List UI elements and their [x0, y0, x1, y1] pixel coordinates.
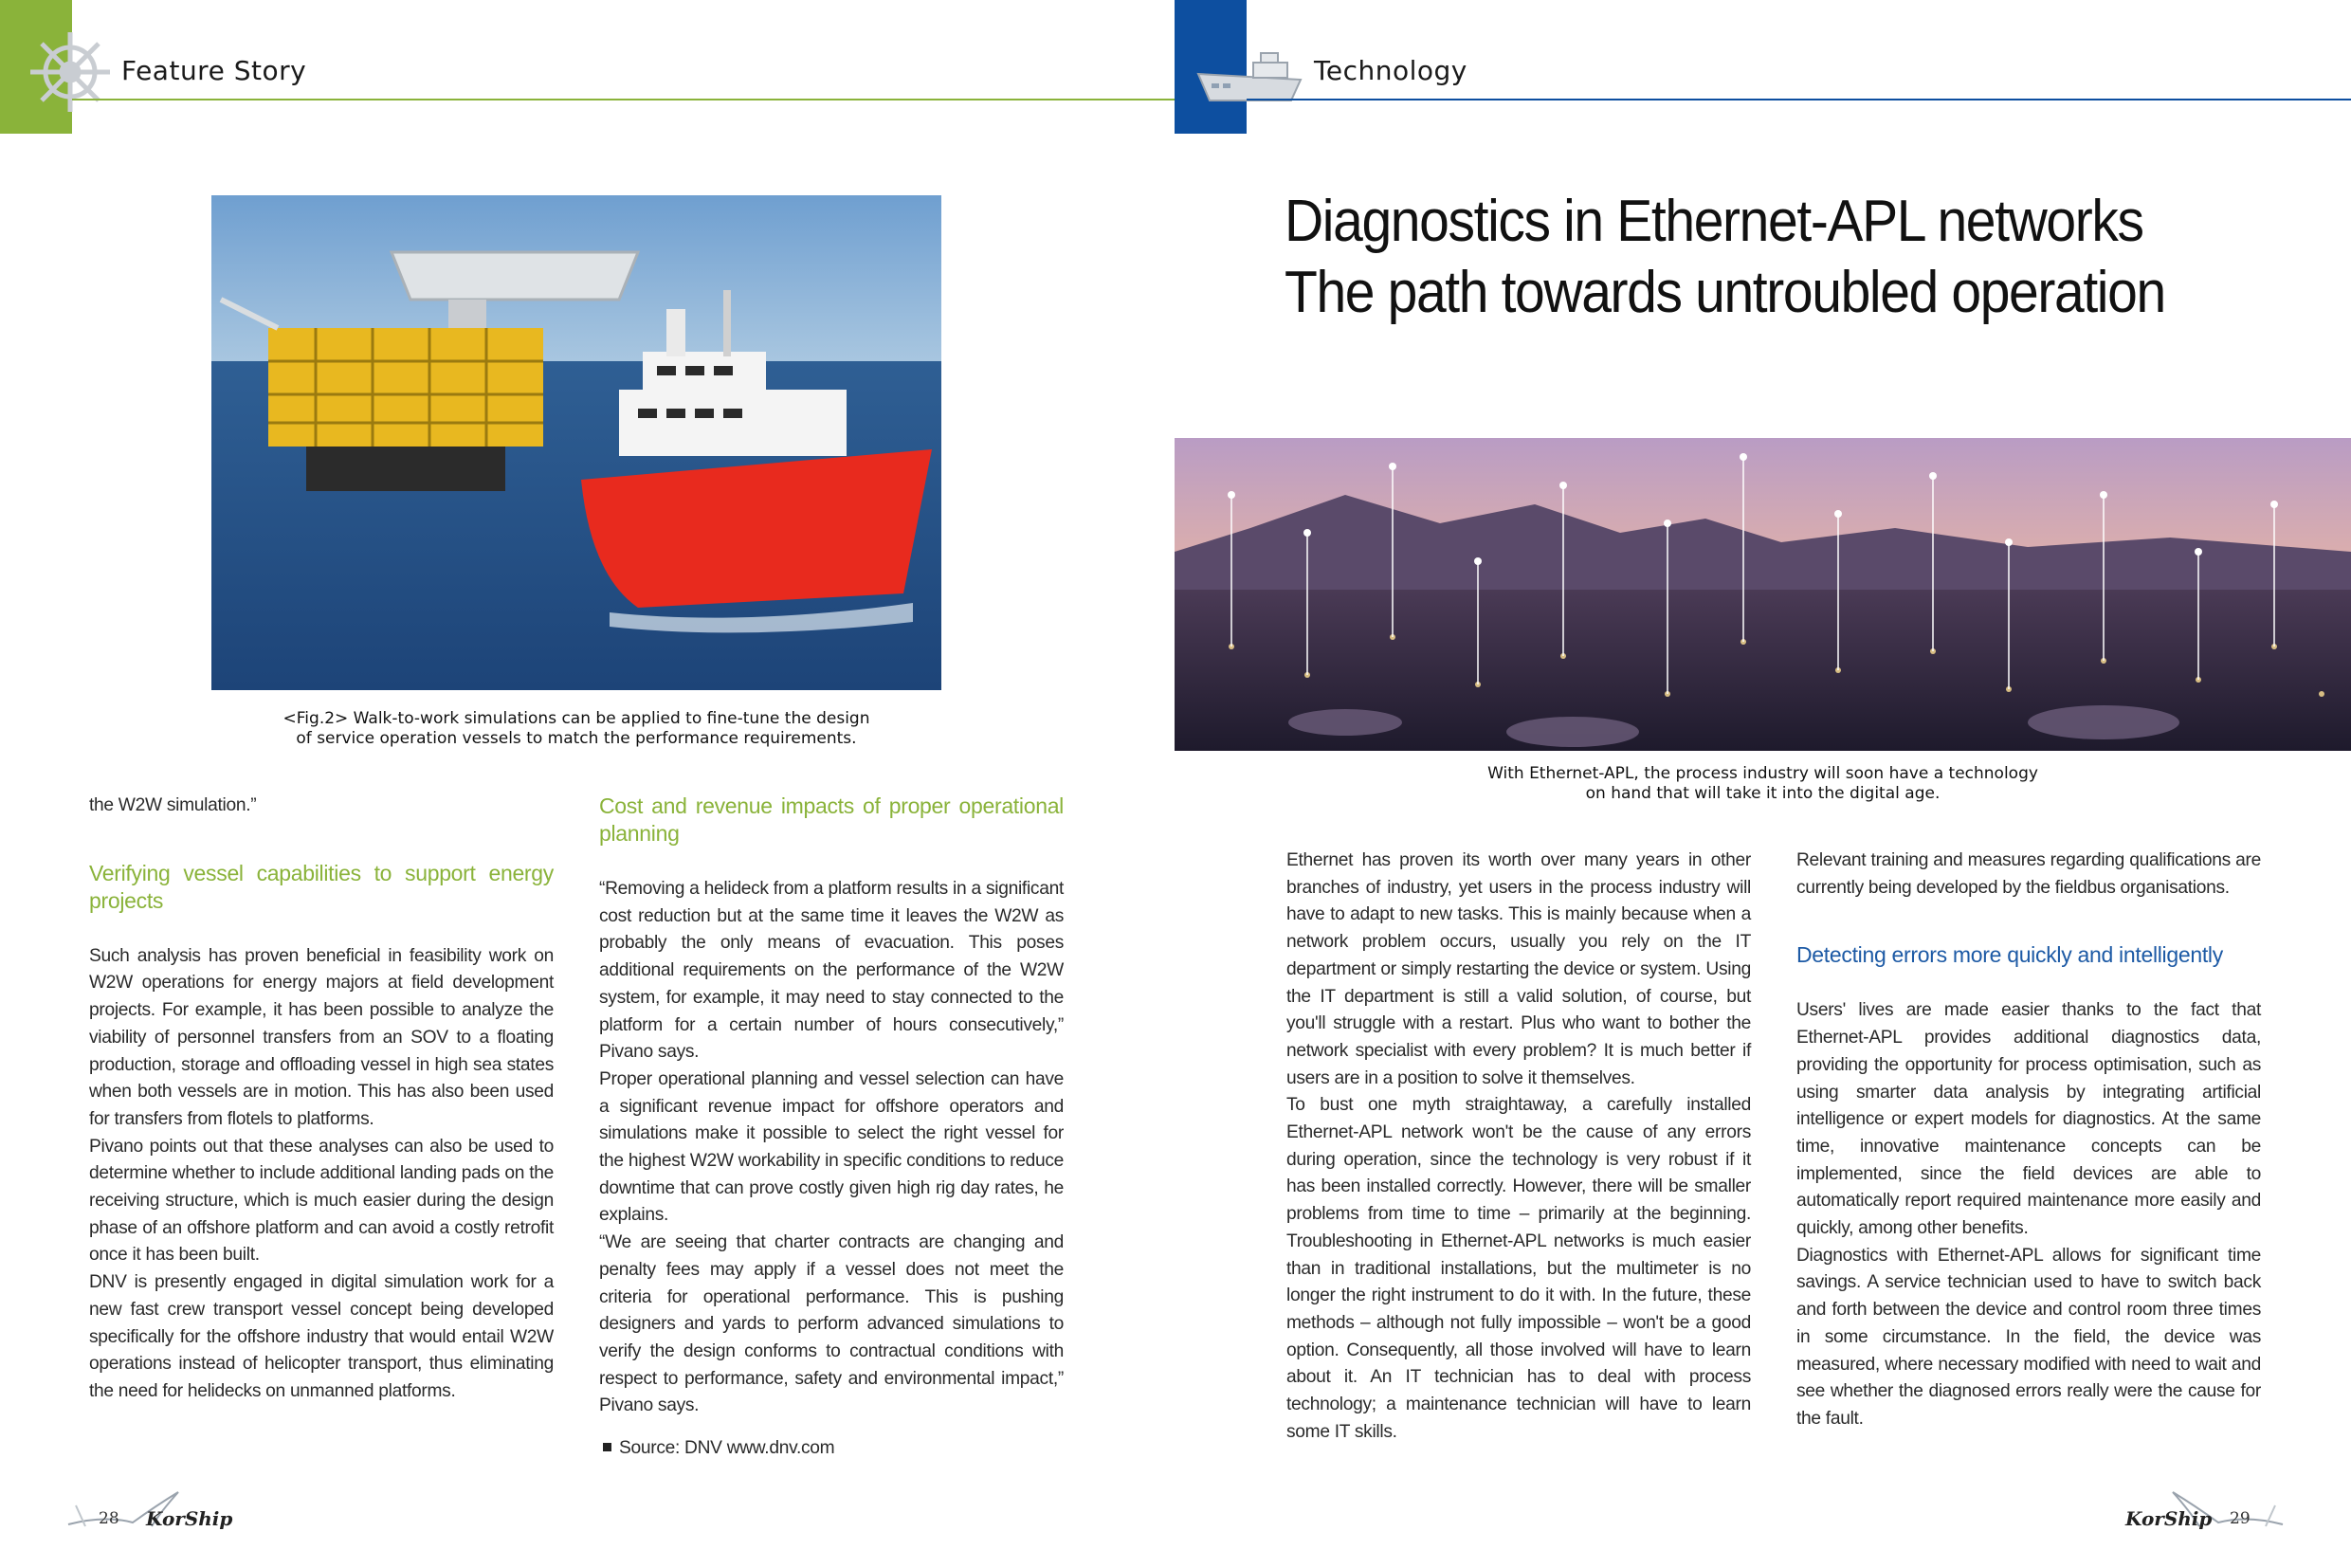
source-line [599, 1435, 1064, 1463]
paragraph: Diagnostics with Ethernet-APL allows for significant time savings. A service technician used to have to switch back and forth between the device and control room three times in some circumstance. In the field, the device was measured, where necessary modified with need to wait and see whether the diagnosed errors really were the cause for the fault. [1796, 1245, 2261, 1429]
caption-line: <Fig.2> Walk-to-work simulations can be applied to fine-tune the design [282, 709, 870, 728]
caption-line: on hand that will take it into the digital age. [1585, 784, 1941, 803]
title-line-1: Diagnostics in Ethernet-APL networks [1285, 189, 2143, 254]
caption-line: With Ethernet-APL, the process industry will soon have a technology [1487, 764, 2038, 783]
paragraph: To bust one myth straightaway, a carefully installed Ethernet-APL network won't be the cause of any errors during operation, since the technology is very robust if it has been installed correctly. However, there will be smaller problems from time to time – primarily at the beginning. Troubleshooting in Ethernet-APL networks is much easier than in traditional installations, but the multimeter is no longer the right instrument to do it with. In the future, these methods – although not fully impossible – won't be a good option. Consequently, all those involved will have to learn about it. An IT technician has to deal with process technology; a maintenance technician will have to learn some IT skills. [1286, 1095, 1751, 1442]
paragraph: “We are seeing that charter contracts are changing and penalty fees may apply if a vessel does not meet the criteria for operational performance. This is pushing designers and yards to perform advanced simulations to verify the design conforms to contractual conditions with respect to performance, safety and environmental impact,” Pivano says. [599, 1232, 1064, 1416]
caption-line: of service operation vessels to match the performance requirements. [296, 729, 857, 748]
section-title-technology: Technology [1314, 55, 1467, 86]
header-rule-left [72, 99, 1176, 100]
offshore-vessel-photo [211, 195, 941, 690]
paragraph: “Removing a helideck from a platform results in a significant cost reduction but at the same time it leaves the W2W as probably the only means of evacuation. This poses additional requirements on the performance of the W2W system, for example, it may need to stay connected to the platform for a certain number of hours consecutively,” Pivano says. [599, 879, 1064, 1063]
section-title-feature-story: Feature Story [121, 55, 307, 86]
left-column-1 [89, 793, 554, 1406]
right-column-1 [1286, 848, 1751, 1446]
page-number-right: 29 [2230, 1509, 2251, 1528]
ship-icon [1196, 46, 1310, 104]
header-rule-right [1247, 99, 2351, 100]
page-number-left: 28 [99, 1509, 119, 1528]
subheading: Cost and revenue impacts of proper operational planning [599, 793, 1064, 846]
source-text: Source: DNV www.dnv.com [619, 1438, 835, 1459]
paragraph: Proper operational planning and vessel selection can have a significant revenue impact for offshore operators and simulations make it possible to select the right vessel for the highest W2W workability in specific conditions to reduce downtime that can prove costly given high rig day rates, he explains. [599, 1068, 1064, 1226]
paragraph: Ethernet has proven its worth over many years in other branches of industry, yet users in the process industry will have to adapt to new tasks. This is mainly because when a network problem occurs, usually you rely on the IT department or simply restarting the device or system. Using the IT department is still a valid solution, of course, but you'll struggle with a restart. Plus who want to bother the network specialist with every problem? It is much better if users are in a position to solve it themselves. [1286, 850, 1751, 1088]
bullet-square-icon [603, 1443, 611, 1451]
article-title [1285, 186, 2244, 328]
left-column-2 [599, 793, 1064, 1463]
korship-logo-right: KorShip [2125, 1507, 2213, 1530]
paragraph: Such analysis has proven beneficial in feasibility work on W2W operations for energy majors at field development projects. For example, it has been possible to analyze the viability of personnel transfers from an SOV to a floating production, storage and offloading vessel in high sea states when both vessels are in motion. This has also been used for transfers from flotels to platforms. [89, 945, 554, 1129]
figure-caption-right [1175, 764, 2351, 804]
paragraph: the W2W simulation.” [89, 795, 257, 815]
right-column-2 [1796, 848, 2261, 1433]
subheading: Detecting errors more quickly and intelligently [1796, 942, 2223, 968]
paragraph: Relevant training and measures regarding qualifications are currently being developed by the fieldbus organisations. [1796, 850, 2261, 898]
title-line-2: The path towards untroubled operation [1285, 260, 2165, 325]
subheading: Verifying vessel capabilities to support energy projects [89, 860, 554, 913]
industrial-plant-photo [1175, 438, 2351, 751]
figure-caption-left [211, 709, 941, 749]
ship-wheel-icon [27, 28, 114, 116]
paragraph: Pivano points out that these analyses can also be used to determine whether to include additional landing pads on the receiving structure, which is much easier during the design phase of an offshore platform and can avoid a costly retrofit once it has been built. [89, 1136, 554, 1266]
paragraph: DNV is presently engaged in digital simulation work for a new fast crew transport vessel concept being developed specifically for the offshore industry that would entail W2W operations instead of helicopter transport, thus eliminating the need for helidecks on unmanned platforms. [89, 1272, 554, 1401]
paragraph: Users' lives are made easier thanks to the fact that Ethernet-APL provides additional diagnostics data, providing the opportunity for process optimisation, such as using smarter data analysis by integrating artificial intelligence or expert models for diagnostics. At the same time, innovative maintenance concepts can be implemented, since the field devices are able to automatically report required maintenance more easily and quickly, among other benefits. [1796, 1000, 2261, 1239]
korship-logo-left: KorShip [146, 1507, 233, 1530]
